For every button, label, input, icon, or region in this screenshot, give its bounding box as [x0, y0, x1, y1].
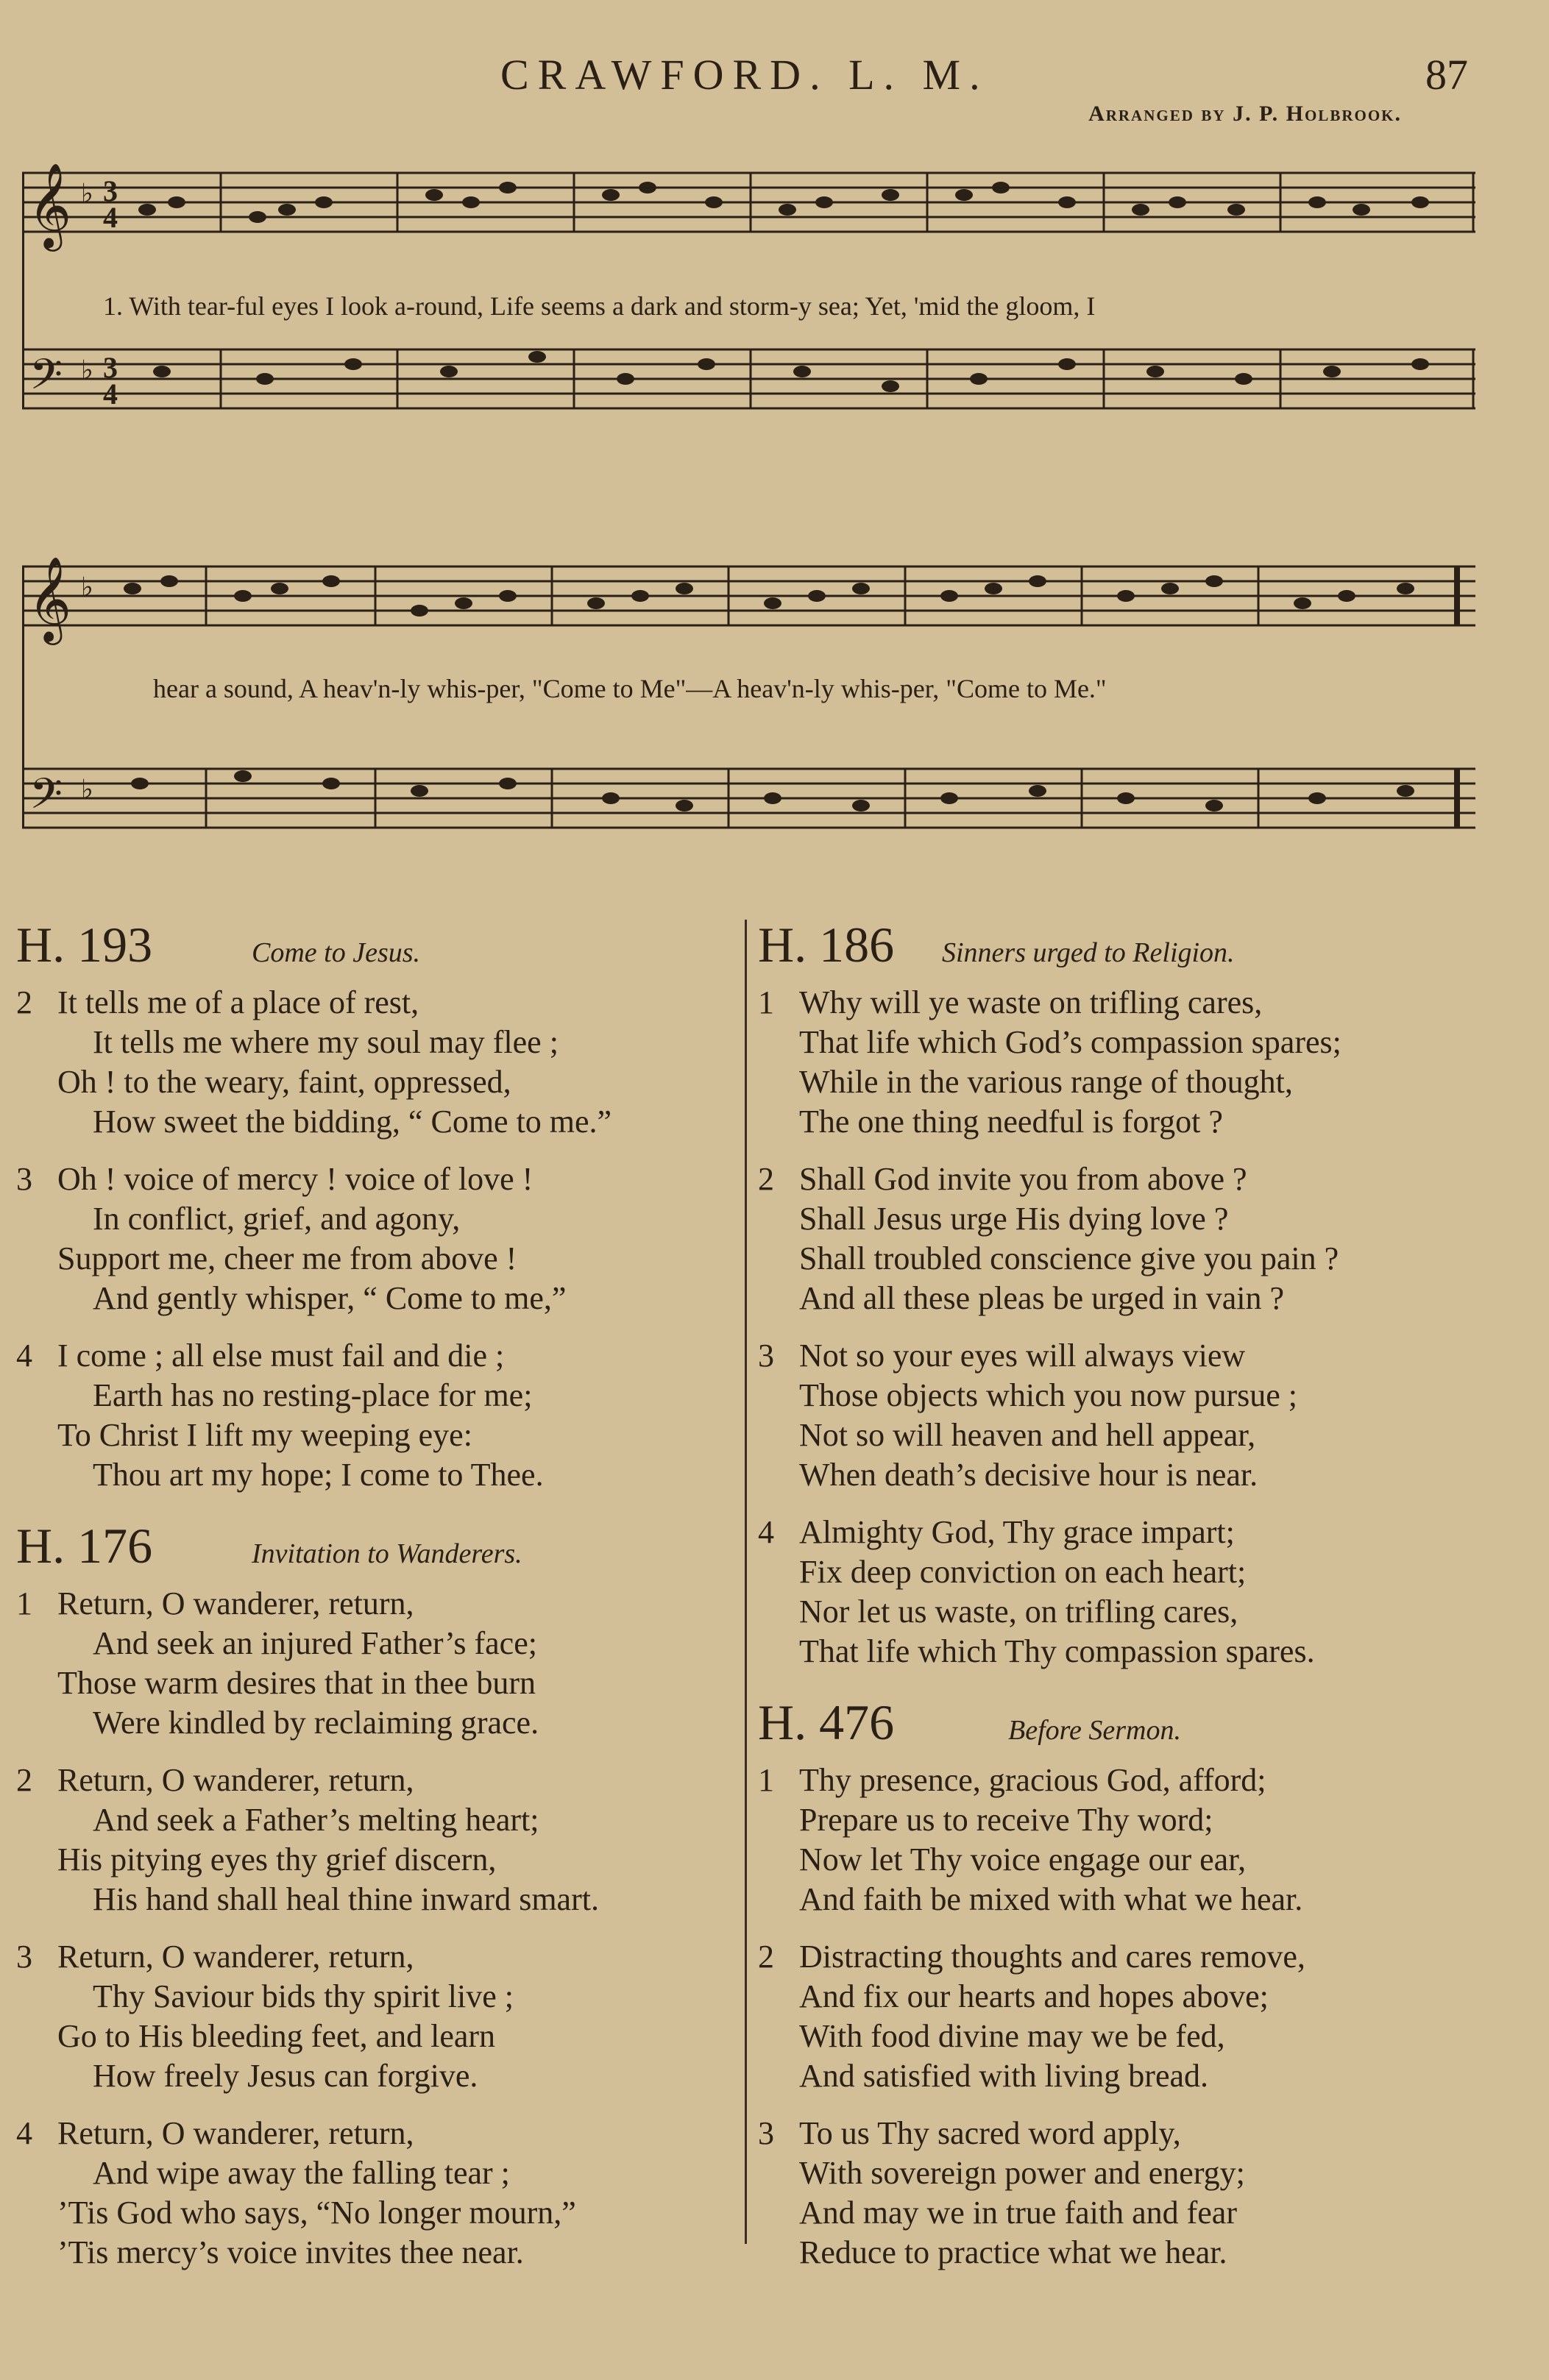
stanza-number: 3	[758, 2115, 774, 2151]
verse-line: Distracting thoughts and cares remove,	[799, 1939, 1305, 1975]
verse-line: To us Thy sacred word apply,	[799, 2115, 1181, 2151]
verse-line: And seek an injured Father’s face;	[93, 1625, 537, 1661]
stanza	[16, 1584, 723, 1743]
stanza-number: 1	[758, 1762, 774, 1798]
stanza	[16, 983, 723, 1142]
verse-line: Not so your eyes will always view	[799, 1338, 1246, 1374]
verse-line: Shall troubled conscience give you pain ?	[799, 1240, 1339, 1276]
hymn-193	[16, 916, 723, 1495]
stanza	[758, 1937, 1464, 2096]
lyric-line-1: 1. With tear-ful eyes I look a-round, Life seems a dark and storm-y sea; Yet, 'mid the gloom, I	[103, 291, 1096, 321]
left-column	[16, 916, 723, 2295]
music-score-2	[22, 526, 1475, 894]
stanza	[758, 2114, 1464, 2273]
svg-text:4: 4	[103, 201, 118, 234]
verse-line: Not so will heaven and hell appear,	[799, 1417, 1256, 1453]
verse-line: Reduce to practice what we hear.	[799, 2234, 1227, 2270]
verse-line: ’Tis God who says, “No longer mourn,”	[57, 2195, 576, 2231]
verse-line: Oh ! voice of mercy ! voice of love !	[57, 1161, 534, 1197]
stanza	[758, 983, 1464, 1142]
stanza-number: 1	[758, 984, 774, 1020]
verse-line: His pitying eyes thy grief discern,	[57, 1841, 497, 1878]
stanza	[16, 1761, 723, 1919]
page-header	[0, 44, 1549, 126]
hymn-subtitle: Sinners urged to Religion.	[942, 937, 1235, 968]
svg-text:♭: ♭	[81, 355, 93, 385]
hymn-number: H. 186	[758, 917, 895, 973]
arranger-credit: Arranged by J. P. Holbrook.	[1088, 102, 1402, 126]
verse-line: With food divine may we be fed,	[799, 2018, 1225, 2054]
verse-line: And fix our hearts and hopes above;	[799, 1978, 1269, 2014]
stanza-number: 2	[16, 1762, 32, 1798]
verse-line: That life which Thy compassion spares.	[799, 1633, 1315, 1669]
stanza-number: 1	[16, 1585, 32, 1621]
stanza	[758, 1159, 1464, 1318]
verse-line: And gently whisper, “ Come to me,”	[93, 1280, 567, 1316]
verse-line: In conflict, grief, and agony,	[93, 1201, 461, 1237]
svg-text:♭: ♭	[81, 572, 93, 602]
stanza-number: 4	[16, 2115, 32, 2151]
verse-line: Go to His bleeding feet, and learn	[57, 2018, 496, 2054]
verse-line: And satisfied with living bread.	[799, 2058, 1209, 2094]
verse-line: Oh ! to the weary, faint, oppressed,	[57, 1064, 511, 1100]
verse-line: Thou art my hope; I come to Thee.	[93, 1457, 544, 1493]
verse-line: His hand shall heal thine inward smart.	[93, 1881, 599, 1917]
tune-title: CRAWFORD. L. M.	[500, 51, 989, 99]
verse-line: Thy Saviour bids thy spirit live ;	[93, 1978, 514, 2014]
verse-line: Support me, cheer me from above !	[57, 1240, 517, 1276]
verse-line: And all these pleas be urged in vain ?	[799, 1280, 1284, 1316]
svg-text:3: 3	[103, 351, 118, 384]
lyric-line-2: hear a sound, A heav'n-ly whis-per, "Come to Me"—A heav'n-ly whis-per, "Come to Me."	[153, 674, 1107, 703]
music-system-1	[22, 143, 1475, 497]
right-column	[758, 916, 1464, 2295]
music-system-2	[22, 526, 1475, 894]
hymn-number: H. 193	[16, 917, 153, 973]
page-number: 87	[1425, 51, 1468, 99]
verse-line: Those warm desires that in thee burn	[57, 1665, 536, 1701]
hymn-476	[758, 1694, 1464, 2273]
verse-line: How sweet the bidding, “ Come to me.”	[93, 1104, 612, 1140]
verse-line: Return, O wanderer, return,	[57, 2115, 414, 2151]
stanza	[16, 1937, 723, 2096]
svg-text:4: 4	[103, 377, 118, 411]
verse-line: When death’s decisive hour is near.	[799, 1457, 1258, 1493]
verse-line: Those objects which you now pursue ;	[799, 1377, 1297, 1413]
verse-line: Almighty God, Thy grace impart;	[799, 1514, 1235, 1550]
verse-line: Prepare us to receive Thy word;	[799, 1802, 1213, 1838]
stanza-number: 3	[16, 1161, 32, 1197]
verse-line: Were kindled by reclaiming grace.	[93, 1705, 539, 1741]
verse-line: And faith be mixed with what we hear.	[799, 1881, 1303, 1917]
svg-text:𝄢: 𝄢	[29, 352, 63, 409]
svg-text:♭: ♭	[81, 775, 93, 804]
svg-text:𝄢: 𝄢	[29, 772, 63, 828]
verse-line: Thy presence, gracious God, afford;	[799, 1762, 1266, 1798]
svg-text:3: 3	[103, 174, 118, 207]
hymn-176	[16, 1517, 723, 2273]
verse-line: With sovereign power and energy;	[799, 2155, 1245, 2191]
hymn-subtitle: Invitation to Wanderers.	[252, 1538, 522, 1569]
verse-line: ’Tis mercy’s voice invites thee near.	[57, 2234, 524, 2270]
stanza	[758, 1761, 1464, 1919]
verse-line: It tells me of a place of rest,	[57, 984, 419, 1020]
verse-line: Shall Jesus urge His dying love ?	[799, 1201, 1229, 1237]
stanza-number: 2	[758, 1161, 774, 1197]
hymn-186	[758, 916, 1464, 1672]
stanza	[758, 1513, 1464, 1672]
verse-line: Return, O wanderer, return,	[57, 1762, 414, 1798]
verse-line: I come ; all else must fail and die ;	[57, 1338, 505, 1374]
verse-line: The one thing needful is forgot ?	[799, 1104, 1223, 1140]
stanza-number: 4	[758, 1514, 774, 1550]
stanza	[16, 1336, 723, 1495]
svg-text:𝄞: 𝄞	[28, 165, 72, 246]
verse-line: Now let Thy voice engage our ear,	[799, 1841, 1247, 1878]
verse-line: That life which God’s compassion spares;	[799, 1024, 1341, 1060]
verse-line: Shall God invite you from above ?	[799, 1161, 1247, 1197]
verse-line: Nor let us waste, on trifling cares,	[799, 1594, 1238, 1630]
svg-text:𝄞: 𝄞	[28, 558, 72, 640]
verse-line: While in the various range of thought,	[799, 1064, 1293, 1100]
stanza-number: 3	[758, 1338, 774, 1374]
verse-line: It tells me where my soul may flee ;	[93, 1024, 559, 1060]
stanza-number: 2	[758, 1939, 774, 1975]
verse-line: Return, O wanderer, return,	[57, 1939, 414, 1975]
verse-line: How freely Jesus can forgive.	[93, 2058, 478, 2094]
hymn-number: H. 476	[758, 1694, 895, 1750]
stanza-number: 3	[16, 1939, 32, 1975]
verse-line: Fix deep conviction on each heart;	[799, 1554, 1247, 1590]
hymn-subtitle: Before Sermon.	[1008, 1715, 1181, 1746]
hymn-number: H. 176	[16, 1518, 153, 1574]
verse-line: And wipe away the falling tear ;	[93, 2155, 510, 2191]
verse-line: Return, O wanderer, return,	[57, 1585, 414, 1621]
stanza-number: 2	[16, 984, 32, 1020]
verse-line: And seek a Father’s melting heart;	[93, 1802, 539, 1838]
stanza	[16, 2114, 723, 2273]
stanza-number: 4	[16, 1338, 32, 1374]
verse-line: And may we in true faith and fear	[799, 2195, 1237, 2231]
stanza	[16, 1159, 723, 1318]
verse-line: Why will ye waste on trifling cares,	[799, 984, 1263, 1020]
verse-line: To Christ I lift my weeping eye:	[57, 1417, 472, 1453]
hymn-subtitle: Come to Jesus.	[252, 937, 421, 968]
stanza	[758, 1336, 1464, 1495]
column-divider	[745, 920, 747, 2244]
verse-line: Earth has no resting-place for me;	[93, 1377, 533, 1413]
svg-text:♭: ♭	[81, 179, 93, 208]
